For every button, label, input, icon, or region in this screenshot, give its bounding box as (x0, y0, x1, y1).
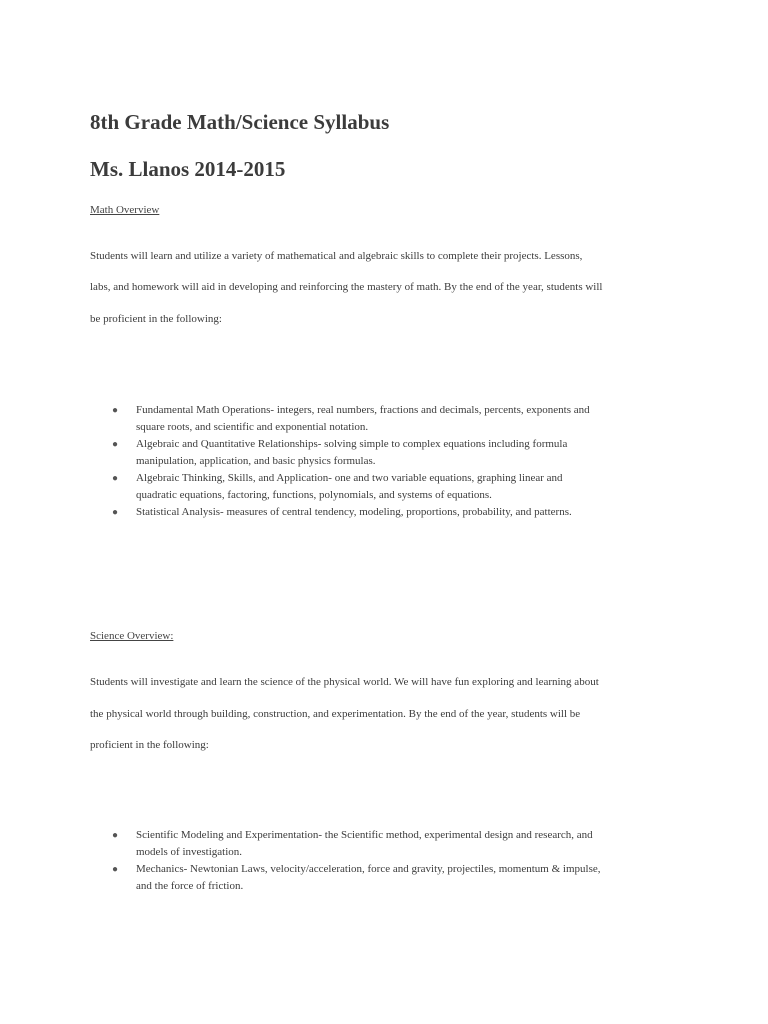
bullet-icon: ● (112, 507, 119, 518)
bullet-text-line-1: Fundamental Math Operations- integers, real numbers, fractions and decimals, percents, exponents and (136, 404, 590, 416)
list-item (112, 861, 692, 895)
bullet-text-line-2: and the force of friction. (136, 880, 244, 892)
bullet-text-line-1: Scientific Modeling and Experimentation- the Scientific method, experimental design and research, and (136, 829, 593, 841)
bullet-text-line-1: Algebraic and Quantitative Relationships- solving simple to complex equations including formula (136, 438, 568, 450)
math-overview-heading: Math Overview (90, 204, 160, 216)
math-paragraph-line-3: be proficient in the following: (90, 313, 222, 325)
science-paragraph-line-2: the physical world through building, construction, and experimentation. By the end of the year, students will be (90, 708, 581, 720)
bullet-text-line-2: manipulation, application, and basic physics formulas. (136, 455, 376, 467)
bullet-text-line-1: Mechanics- Newtonian Laws, velocity/acceleration, force and gravity, projectiles, momentum & impulse, (136, 863, 601, 875)
science-paragraph-line-3: proficient in the following: (90, 739, 209, 751)
math-paragraph-line-2: labs, and homework will aid in developing and reinforcing the mastery of math. By the end of the year, students will (90, 281, 603, 293)
bullet-icon: ● (112, 830, 119, 841)
bullet-icon: ● (112, 405, 119, 416)
bullet-text-line-2: square roots, and scientific and exponential notation. (136, 421, 369, 433)
list-item (112, 470, 692, 504)
page-title: 8th Grade Math/Science Syllabus (90, 110, 390, 134)
list-item (112, 827, 692, 861)
bullet-icon: ● (112, 864, 119, 875)
bullet-text-line-2: models of investigation. (136, 846, 243, 858)
math-paragraph-line-1: Students will learn and utilize a variety of mathematical and algebraic skills to complete their projects. Lessons, (90, 250, 583, 262)
list-item (112, 436, 692, 470)
science-overview-heading: Science Overview: (90, 630, 174, 642)
bullet-text-line-1: Algebraic Thinking, Skills, and Application- one and two variable equations, graphing linear and (136, 472, 563, 484)
page-subtitle: Ms. Llanos 2014-2015 (90, 157, 286, 181)
bullet-icon: ● (112, 439, 119, 450)
list-item (112, 402, 692, 436)
bullet-text-line-1: Statistical Analysis- measures of central tendency, modeling, proportions, probability, and patterns. (136, 506, 572, 518)
bullet-icon: ● (112, 473, 119, 484)
science-paragraph-line-1: Students will investigate and learn the science of the physical world. We will have fun exploring and learning about (90, 676, 599, 688)
bullet-text-line-2: quadratic equations, factoring, functions, polynomials, and systems of equations. (136, 489, 492, 501)
list-item (112, 504, 692, 521)
math-skills-list (112, 402, 692, 521)
science-skills-list (112, 827, 692, 895)
